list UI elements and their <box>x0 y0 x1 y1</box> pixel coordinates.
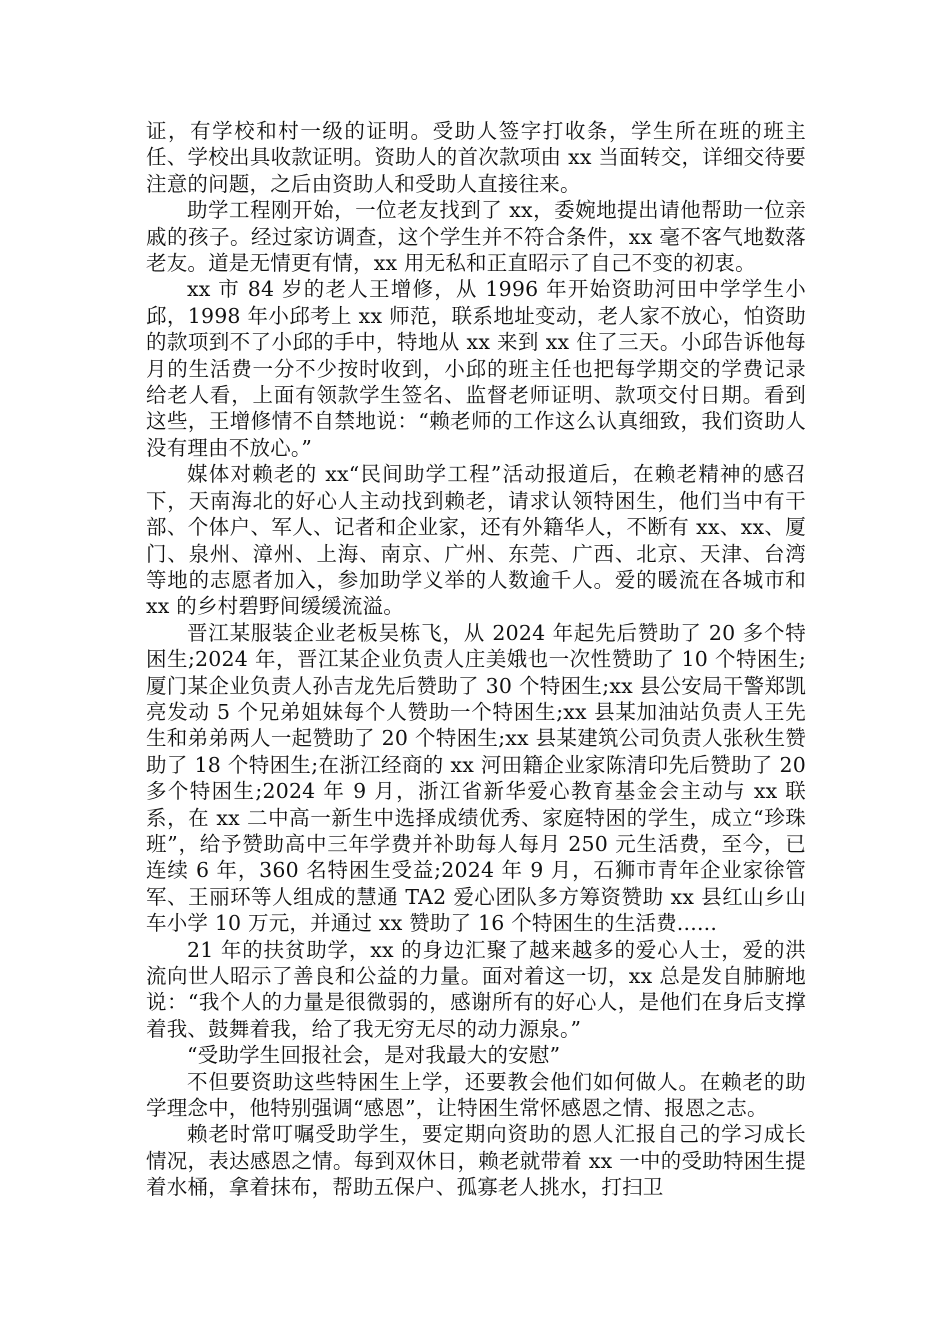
paragraph-1: 证，有学校和村一级的证明。受助人签字打收条，学生所在班的班主任、学校出具收款证明。资助人的首次款项由 xx 当面转交，详细交待要注意的问题，之后由资助人和受助人直接往来。 <box>146 119 806 196</box>
paragraph-5: 晋江某服装企业老板吴栋飞，从 2024 年起先后赞助了 20 多个特困生;2024 年，晋江某企业负责人庄美娥也一次性赞助了 10 个特困生;厦门某企业负责人孙吉龙先后赞助了 30 个特困生;xx 县公安局干警郑凯亮发动 5 个兄弟姐妹每个人赞助一个特困生;xx 县某加油站负责人王先生和弟弟两人一起赞助了 20 个特困生;xx 县某建筑公司负责人张秋生赞助了 18 个特困生;在浙江经商的 xx 河田籍企业家陈清印先后赞助了 20 多个特困生;2024 年 9 月，浙江省新华爱心教育基金会主动与 xx 联系，在 xx 二中高一新生中选择成绩优秀、家庭特困的学生，成立“珍珠班”，给予赞助高中三年学费并补助每人每月 250 元生活费，至今，已连续 6 年，360 名特困生受益;2024 年 9 月，石狮市青年企业家徐管军、王丽环等人组成的慧通 TA2 爱心团队多方筹资赞助 xx 县红山乡山车小学 10 万元，并通过 xx 赞助了 16 个特困生的生活费...... <box>146 620 806 936</box>
paragraph-2: 助学工程刚开始，一位老友找到了 xx，委婉地提出请他帮助一位亲戚的孩子。经过家访调查，这个学生并不符合条件，xx 毫不客气地数落老友。道是无情更有情，xx 用无私和正直昭示了自己不变的初衷。 <box>146 198 806 276</box>
paragraph-4: 媒体对赖老的 xx“民间助学工程”活动报道后，在赖老精神的感召下，天南海北的好心人主动找到赖老，请求认领特困生，他们当中有干部、个体户、军人、记者和企业家，还有外籍华人，不断有 xx、xx、厦门、泉州、漳州、上海、南京、广州、东莞、广西、北京、天津、台湾等地的志愿者加入，参加助学义举的人数逾千人。爱的暖流在各城市和 xx 的乡村碧野间缓缓流溢。 <box>146 462 806 619</box>
paragraph-8: 赖老时常叮嘱受助学生，要定期向资助的恩人汇报自己的学习成长情况，表达感恩之情。每到双休日，赖老就带着 xx 一中的受助特困生提着水桶，拿着抹布，帮助五保户、孤寡老人挑水，打扫卫 <box>146 1122 806 1200</box>
paragraph-7: 不但要资助这些特困生上学，还要教会他们如何做人。在赖老的助学理念中，他特别强调“感恩”，让特困生常怀感恩之情、报恩之志。 <box>146 1069 806 1121</box>
document-page <box>146 118 806 1201</box>
paragraph-6: 21 年的扶贫助学，xx 的身边汇聚了越来越多的爱心人士，爱的洪流向世人昭示了善良和公益的力量。面对着这一切，xx 总是发自肺腑地说：“我个人的力量是很微弱的，感谢所有的好心人，是他们在身后支撑着我、鼓舞着我，给了我无穷无尽的动力源泉。” <box>146 937 806 1041</box>
section-heading: “受助学生回报社会，是对我最大的安慰” <box>187 1043 561 1068</box>
paragraph-3: xx 市 84 岁的老人王增修，从 1996 年开始资助河田中学学生小邱，1998 年小邱考上 xx 师范，联系地址变动，老人家不放心，怕资助的款项到不了小邱的手中，特地从 xx 来到 xx 住了三天。小邱告诉他每月的生活费一分不少按时收到，小邱的班主任也把每学期交的学费记录给老人看，上面有领款学生签名、监督老师证明、款项交付日期。看到这些，王增修情不自禁地说：“赖老师的工作这么认真细致，我们资助人没有理由不放心。” <box>146 277 806 460</box>
